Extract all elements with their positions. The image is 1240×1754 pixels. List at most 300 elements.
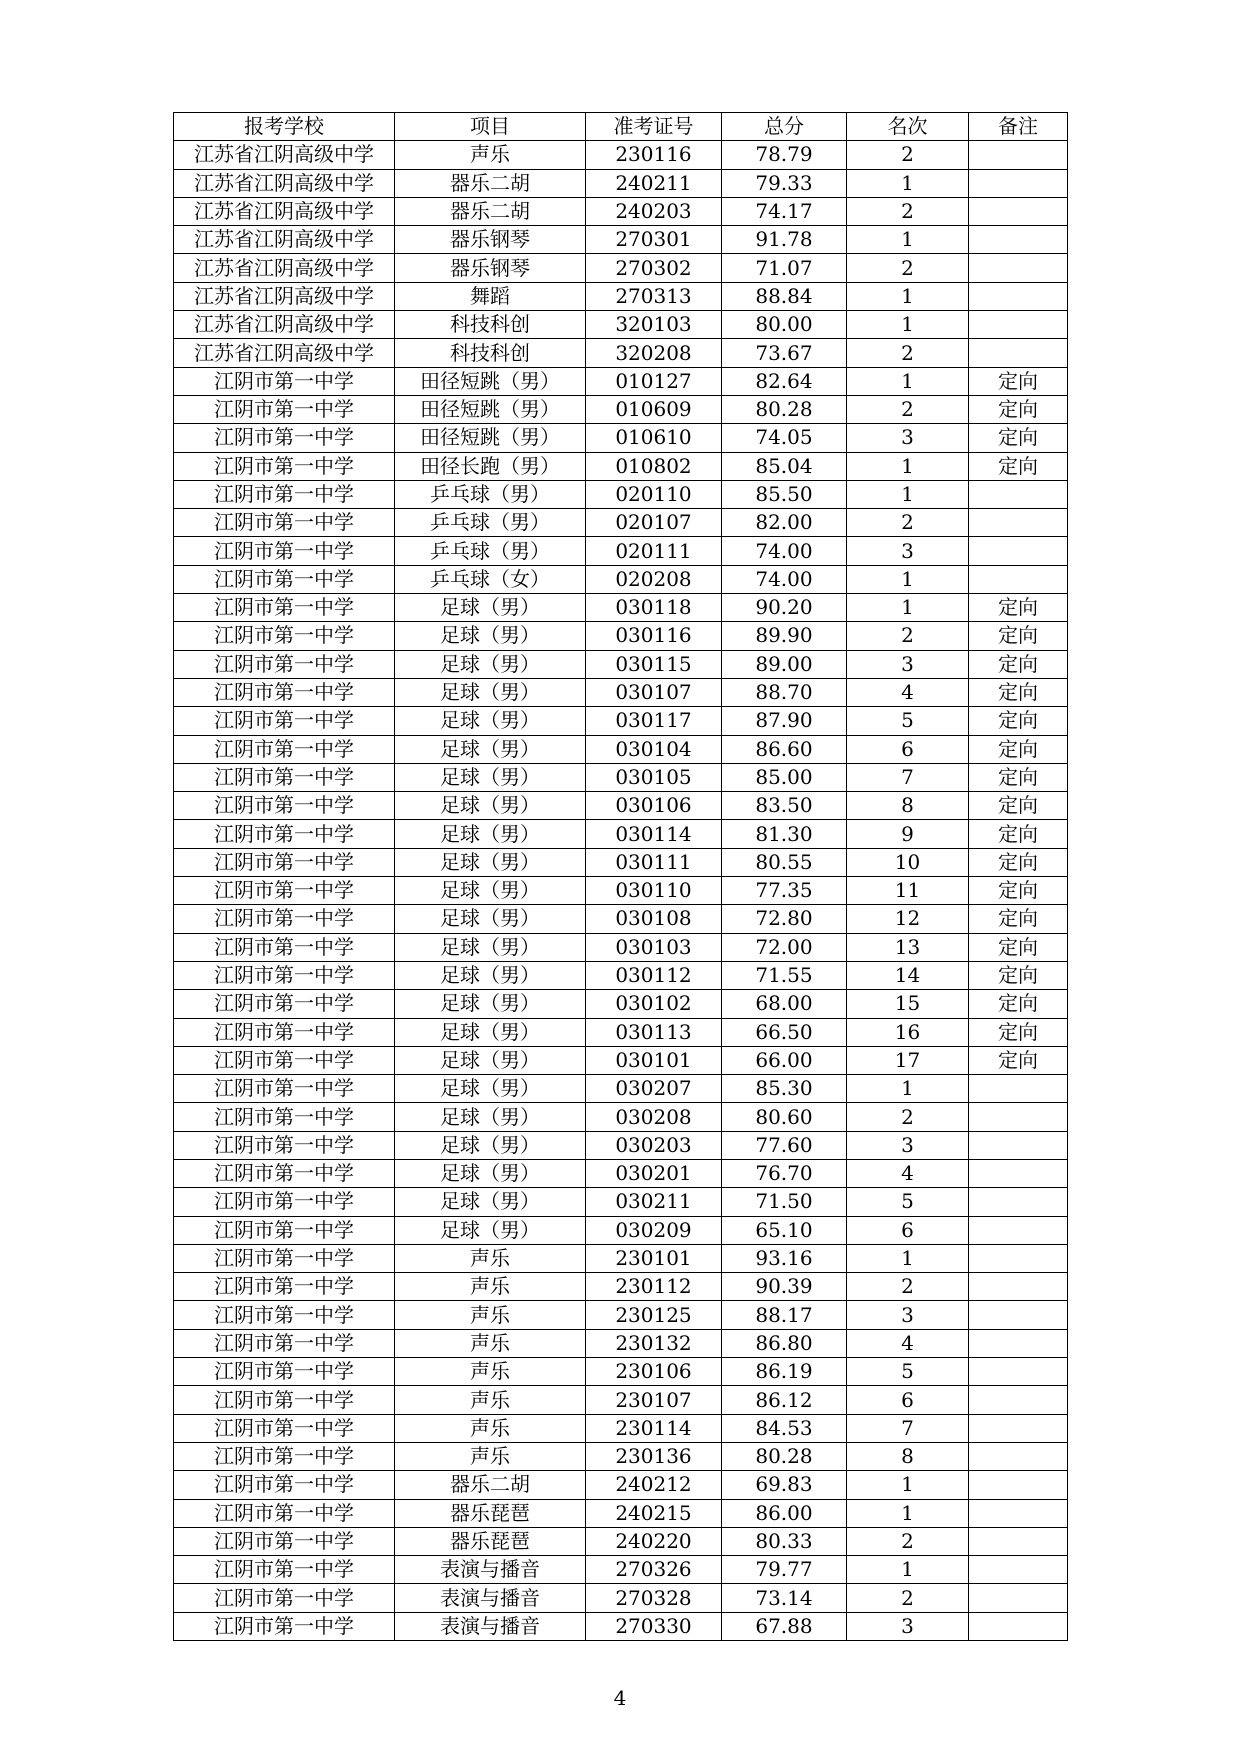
table-row (174, 480, 1068, 508)
cell-item: 足球（男） (395, 933, 586, 961)
cell-exam-id: 270330 (586, 1612, 722, 1640)
cell-school: 江阴市第一中学 (174, 1414, 395, 1442)
cell-item: 田径长跑（男） (395, 452, 586, 480)
cell-total-score: 88.84 (722, 282, 847, 310)
cell-remark (969, 141, 1068, 169)
table-row (174, 1018, 1068, 1046)
cell-remark: 定向 (969, 848, 1068, 876)
cell-rank: 6 (847, 1386, 969, 1414)
cell-remark (969, 1075, 1068, 1103)
table-row (174, 622, 1068, 650)
cell-remark: 定向 (969, 650, 1068, 678)
cell-item: 器乐二胡 (395, 1471, 586, 1499)
cell-school: 江阴市第一中学 (174, 735, 395, 763)
cell-school: 江阴市第一中学 (174, 763, 395, 791)
cell-remark: 定向 (969, 395, 1068, 423)
cell-item: 足球（男） (395, 961, 586, 989)
cell-total-score: 89.90 (722, 622, 847, 650)
cell-item: 足球（男） (395, 1131, 586, 1159)
cell-exam-id: 020110 (586, 480, 722, 508)
cell-exam-id: 010610 (586, 424, 722, 452)
cell-remark (969, 226, 1068, 254)
table-row (174, 1499, 1068, 1527)
cell-school: 江阴市第一中学 (174, 537, 395, 565)
cell-exam-id: 030104 (586, 735, 722, 763)
cell-rank: 2 (847, 254, 969, 282)
cell-total-score: 89.00 (722, 650, 847, 678)
cell-exam-id: 240211 (586, 169, 722, 197)
cell-item: 器乐琵琶 (395, 1527, 586, 1555)
cell-total-score: 80.60 (722, 1103, 847, 1131)
cell-total-score: 74.17 (722, 197, 847, 225)
cell-item: 声乐 (395, 1414, 586, 1442)
table-row (174, 1358, 1068, 1386)
cell-rank: 8 (847, 792, 969, 820)
cell-rank: 17 (847, 1046, 969, 1074)
header-item: 项目 (395, 113, 586, 141)
cell-item: 声乐 (395, 1442, 586, 1470)
cell-item: 足球（男） (395, 650, 586, 678)
cell-exam-id: 230136 (586, 1442, 722, 1470)
cell-total-score: 65.10 (722, 1216, 847, 1244)
cell-exam-id: 030111 (586, 848, 722, 876)
cell-exam-id: 030203 (586, 1131, 722, 1159)
table-row (174, 792, 1068, 820)
cell-remark (969, 1442, 1068, 1470)
cell-exam-id: 270326 (586, 1556, 722, 1584)
cell-school: 江阴市第一中学 (174, 1499, 395, 1527)
cell-rank: 1 (847, 480, 969, 508)
cell-total-score: 80.55 (722, 848, 847, 876)
table-row (174, 1216, 1068, 1244)
cell-item: 器乐钢琴 (395, 254, 586, 282)
cell-item: 足球（男） (395, 735, 586, 763)
cell-total-score: 74.00 (722, 565, 847, 593)
cell-remark: 定向 (969, 990, 1068, 1018)
cell-total-score: 69.83 (722, 1471, 847, 1499)
cell-rank: 16 (847, 1018, 969, 1046)
cell-item: 声乐 (395, 141, 586, 169)
table-row (174, 990, 1068, 1018)
cell-exam-id: 230125 (586, 1301, 722, 1329)
cell-item: 表演与播音 (395, 1556, 586, 1584)
cell-rank: 2 (847, 509, 969, 537)
cell-exam-id: 030108 (586, 905, 722, 933)
cell-remark (969, 1188, 1068, 1216)
table-row (174, 1075, 1068, 1103)
cell-item: 乒乓球（男） (395, 480, 586, 508)
cell-item: 足球（男） (395, 1046, 586, 1074)
header-exam-id: 准考证号 (586, 113, 722, 141)
table-row (174, 1159, 1068, 1187)
cell-exam-id: 270302 (586, 254, 722, 282)
cell-exam-id: 320103 (586, 311, 722, 339)
cell-total-score: 74.05 (722, 424, 847, 452)
cell-exam-id: 240203 (586, 197, 722, 225)
cell-school: 江阴市第一中学 (174, 1131, 395, 1159)
cell-item: 声乐 (395, 1301, 586, 1329)
cell-total-score: 77.35 (722, 877, 847, 905)
table-row (174, 1414, 1068, 1442)
cell-exam-id: 230112 (586, 1273, 722, 1301)
cell-remark: 定向 (969, 594, 1068, 622)
cell-school: 江苏省江阴高级中学 (174, 282, 395, 310)
cell-school: 江阴市第一中学 (174, 452, 395, 480)
cell-total-score: 72.00 (722, 933, 847, 961)
cell-exam-id: 030112 (586, 961, 722, 989)
cell-school: 江苏省江阴高级中学 (174, 226, 395, 254)
cell-total-score: 71.07 (722, 254, 847, 282)
cell-rank: 2 (847, 1273, 969, 1301)
cell-item: 器乐二胡 (395, 169, 586, 197)
cell-item: 足球（男） (395, 594, 586, 622)
cell-school: 江苏省江阴高级中学 (174, 311, 395, 339)
cell-exam-id: 230132 (586, 1329, 722, 1357)
cell-rank: 4 (847, 1159, 969, 1187)
cell-remark (969, 480, 1068, 508)
cell-rank: 3 (847, 1301, 969, 1329)
cell-item: 足球（男） (395, 1103, 586, 1131)
cell-school: 江阴市第一中学 (174, 1159, 395, 1187)
cell-total-score: 77.60 (722, 1131, 847, 1159)
cell-total-score: 80.28 (722, 395, 847, 423)
cell-school: 江阴市第一中学 (174, 848, 395, 876)
table-row (174, 650, 1068, 678)
cell-school: 江阴市第一中学 (174, 424, 395, 452)
cell-rank: 8 (847, 1442, 969, 1470)
cell-school: 江阴市第一中学 (174, 1103, 395, 1131)
cell-remark: 定向 (969, 622, 1068, 650)
cell-rank: 1 (847, 594, 969, 622)
header-rank: 名次 (847, 113, 969, 141)
cell-total-score: 79.33 (722, 169, 847, 197)
cell-rank: 2 (847, 1103, 969, 1131)
table-row (174, 933, 1068, 961)
cell-total-score: 86.00 (722, 1499, 847, 1527)
header-total-score: 总分 (722, 113, 847, 141)
cell-exam-id: 240220 (586, 1527, 722, 1555)
cell-school: 江阴市第一中学 (174, 1386, 395, 1414)
cell-exam-id: 270328 (586, 1584, 722, 1612)
cell-remark: 定向 (969, 792, 1068, 820)
table-row (174, 961, 1068, 989)
cell-item: 声乐 (395, 1244, 586, 1272)
cell-rank: 3 (847, 1612, 969, 1640)
cell-remark: 定向 (969, 1018, 1068, 1046)
cell-remark (969, 1358, 1068, 1386)
cell-exam-id: 030115 (586, 650, 722, 678)
cell-total-score: 79.77 (722, 1556, 847, 1584)
cell-rank: 2 (847, 395, 969, 423)
table-row (174, 1386, 1068, 1414)
table-row (174, 820, 1068, 848)
table-row (174, 707, 1068, 735)
cell-remark: 定向 (969, 452, 1068, 480)
table-row (174, 763, 1068, 791)
cell-item: 田径短跳（男） (395, 424, 586, 452)
cell-item: 田径短跳（男） (395, 395, 586, 423)
table-row (174, 848, 1068, 876)
cell-school: 江阴市第一中学 (174, 1046, 395, 1074)
cell-rank: 6 (847, 1216, 969, 1244)
cell-exam-id: 030102 (586, 990, 722, 1018)
cell-rank: 10 (847, 848, 969, 876)
cell-rank: 5 (847, 707, 969, 735)
cell-remark (969, 1556, 1068, 1584)
cell-school: 江阴市第一中学 (174, 1244, 395, 1272)
cell-remark: 定向 (969, 735, 1068, 763)
table-row (174, 452, 1068, 480)
cell-remark (969, 1612, 1068, 1640)
cell-remark (969, 339, 1068, 367)
cell-rank: 3 (847, 424, 969, 452)
results-table (173, 112, 1068, 1641)
cell-rank: 4 (847, 1329, 969, 1357)
cell-total-score: 86.80 (722, 1329, 847, 1357)
cell-item: 声乐 (395, 1329, 586, 1357)
cell-remark: 定向 (969, 1046, 1068, 1074)
cell-rank: 3 (847, 650, 969, 678)
cell-item: 表演与播音 (395, 1612, 586, 1640)
cell-exam-id: 030113 (586, 1018, 722, 1046)
cell-exam-id: 030114 (586, 820, 722, 848)
cell-school: 江阴市第一中学 (174, 1556, 395, 1584)
cell-item: 乒乓球（女） (395, 565, 586, 593)
cell-total-score: 76.70 (722, 1159, 847, 1187)
cell-remark (969, 1386, 1068, 1414)
table-row (174, 1244, 1068, 1272)
cell-item: 器乐二胡 (395, 197, 586, 225)
cell-rank: 2 (847, 197, 969, 225)
cell-school: 江阴市第一中学 (174, 622, 395, 650)
cell-total-score: 73.14 (722, 1584, 847, 1612)
cell-total-score: 85.00 (722, 763, 847, 791)
cell-school: 江苏省江阴高级中学 (174, 169, 395, 197)
cell-school: 江阴市第一中学 (174, 367, 395, 395)
cell-exam-id: 030118 (586, 594, 722, 622)
cell-exam-id: 020111 (586, 537, 722, 565)
cell-total-score: 86.19 (722, 1358, 847, 1386)
cell-rank: 1 (847, 1471, 969, 1499)
header-school: 报考学校 (174, 113, 395, 141)
cell-item: 足球（男） (395, 707, 586, 735)
cell-rank: 12 (847, 905, 969, 933)
cell-school: 江阴市第一中学 (174, 1188, 395, 1216)
cell-total-score: 66.00 (722, 1046, 847, 1074)
cell-total-score: 91.78 (722, 226, 847, 254)
cell-school: 江阴市第一中学 (174, 1612, 395, 1640)
table-row (174, 1471, 1068, 1499)
cell-item: 足球（男） (395, 1188, 586, 1216)
cell-exam-id: 030211 (586, 1188, 722, 1216)
table-row (174, 565, 1068, 593)
cell-remark: 定向 (969, 877, 1068, 905)
cell-total-score: 78.79 (722, 141, 847, 169)
cell-rank: 7 (847, 763, 969, 791)
cell-exam-id: 020208 (586, 565, 722, 593)
cell-total-score: 93.16 (722, 1244, 847, 1272)
table-row (174, 226, 1068, 254)
cell-school: 江阴市第一中学 (174, 792, 395, 820)
table-row (174, 509, 1068, 537)
cell-rank: 2 (847, 1584, 969, 1612)
cell-exam-id: 230116 (586, 141, 722, 169)
cell-total-score: 67.88 (722, 1612, 847, 1640)
cell-remark (969, 1414, 1068, 1442)
cell-remark (969, 1527, 1068, 1555)
cell-total-score: 66.50 (722, 1018, 847, 1046)
cell-total-score: 90.39 (722, 1273, 847, 1301)
cell-remark (969, 565, 1068, 593)
cell-total-score: 80.00 (722, 311, 847, 339)
cell-item: 器乐琵琶 (395, 1499, 586, 1527)
cell-item: 乒乓球（男） (395, 537, 586, 565)
cell-exam-id: 030107 (586, 678, 722, 706)
cell-total-score: 85.30 (722, 1075, 847, 1103)
cell-exam-id: 010127 (586, 367, 722, 395)
cell-total-score: 72.80 (722, 905, 847, 933)
cell-item: 科技科创 (395, 311, 586, 339)
cell-school: 江阴市第一中学 (174, 480, 395, 508)
cell-rank: 2 (847, 622, 969, 650)
cell-rank: 3 (847, 537, 969, 565)
table-row (174, 1301, 1068, 1329)
cell-exam-id: 030105 (586, 763, 722, 791)
table-row (174, 169, 1068, 197)
cell-school: 江阴市第一中学 (174, 905, 395, 933)
table-row (174, 311, 1068, 339)
cell-school: 江阴市第一中学 (174, 877, 395, 905)
cell-rank: 1 (847, 1244, 969, 1272)
cell-rank: 2 (847, 339, 969, 367)
cell-total-score: 88.70 (722, 678, 847, 706)
cell-total-score: 73.67 (722, 339, 847, 367)
cell-item: 足球（男） (395, 877, 586, 905)
cell-remark: 定向 (969, 424, 1068, 452)
cell-school: 江阴市第一中学 (174, 820, 395, 848)
cell-exam-id: 030201 (586, 1159, 722, 1187)
cell-rank: 1 (847, 452, 969, 480)
cell-item: 足球（男） (395, 1159, 586, 1187)
cell-rank: 1 (847, 169, 969, 197)
cell-rank: 5 (847, 1358, 969, 1386)
cell-exam-id: 030101 (586, 1046, 722, 1074)
cell-item: 足球（男） (395, 792, 586, 820)
cell-remark (969, 1216, 1068, 1244)
cell-remark: 定向 (969, 678, 1068, 706)
cell-item: 表演与播音 (395, 1584, 586, 1612)
cell-remark (969, 282, 1068, 310)
cell-school: 江苏省江阴高级中学 (174, 197, 395, 225)
table-row (174, 254, 1068, 282)
cell-exam-id: 270301 (586, 226, 722, 254)
cell-school: 江阴市第一中学 (174, 1018, 395, 1046)
table-row (174, 1556, 1068, 1584)
cell-remark (969, 1159, 1068, 1187)
cell-remark (969, 1499, 1068, 1527)
cell-remark (969, 254, 1068, 282)
cell-rank: 4 (847, 678, 969, 706)
cell-rank: 13 (847, 933, 969, 961)
table-row (174, 678, 1068, 706)
cell-exam-id: 240215 (586, 1499, 722, 1527)
table-row (174, 1329, 1068, 1357)
cell-total-score: 74.00 (722, 537, 847, 565)
table-row (174, 1527, 1068, 1555)
cell-item: 器乐钢琴 (395, 226, 586, 254)
cell-remark (969, 1131, 1068, 1159)
cell-rank: 2 (847, 141, 969, 169)
cell-total-score: 86.60 (722, 735, 847, 763)
cell-school: 江阴市第一中学 (174, 1358, 395, 1386)
cell-remark: 定向 (969, 367, 1068, 395)
table-row (174, 1273, 1068, 1301)
cell-remark: 定向 (969, 905, 1068, 933)
cell-item: 田径短跳（男） (395, 367, 586, 395)
cell-school: 江阴市第一中学 (174, 1075, 395, 1103)
cell-school: 江阴市第一中学 (174, 933, 395, 961)
table-row (174, 339, 1068, 367)
cell-rank: 7 (847, 1414, 969, 1442)
table-row (174, 197, 1068, 225)
cell-rank: 11 (847, 877, 969, 905)
cell-total-score: 80.28 (722, 1442, 847, 1470)
cell-rank: 1 (847, 367, 969, 395)
cell-total-score: 87.90 (722, 707, 847, 735)
cell-rank: 1 (847, 282, 969, 310)
cell-rank: 3 (847, 1131, 969, 1159)
cell-remark: 定向 (969, 763, 1068, 791)
cell-remark (969, 537, 1068, 565)
cell-school: 江阴市第一中学 (174, 707, 395, 735)
page-number: 4 (613, 1686, 627, 1710)
cell-exam-id: 230114 (586, 1414, 722, 1442)
cell-total-score: 71.50 (722, 1188, 847, 1216)
cell-remark (969, 1471, 1068, 1499)
cell-rank: 5 (847, 1188, 969, 1216)
cell-remark (969, 1301, 1068, 1329)
cell-total-score: 85.04 (722, 452, 847, 480)
cell-item: 舞蹈 (395, 282, 586, 310)
header-remark: 备注 (969, 113, 1068, 141)
table-row (174, 1131, 1068, 1159)
cell-total-score: 90.20 (722, 594, 847, 622)
cell-remark (969, 1273, 1068, 1301)
table-row (174, 1442, 1068, 1470)
cell-school: 江苏省江阴高级中学 (174, 254, 395, 282)
table-row (174, 367, 1068, 395)
cell-school: 江阴市第一中学 (174, 1471, 395, 1499)
cell-remark (969, 197, 1068, 225)
cell-exam-id: 030110 (586, 877, 722, 905)
table-row (174, 1103, 1068, 1131)
table-row (174, 1584, 1068, 1612)
cell-rank: 9 (847, 820, 969, 848)
table-row (174, 282, 1068, 310)
cell-school: 江阴市第一中学 (174, 1273, 395, 1301)
cell-item: 足球（男） (395, 763, 586, 791)
cell-item: 声乐 (395, 1273, 586, 1301)
cell-item: 足球（男） (395, 1018, 586, 1046)
table-row (174, 594, 1068, 622)
cell-exam-id: 030207 (586, 1075, 722, 1103)
cell-remark: 定向 (969, 933, 1068, 961)
cell-remark (969, 1103, 1068, 1131)
cell-item: 足球（男） (395, 622, 586, 650)
table-row (174, 141, 1068, 169)
table-row (174, 1612, 1068, 1640)
cell-item: 足球（男） (395, 1075, 586, 1103)
